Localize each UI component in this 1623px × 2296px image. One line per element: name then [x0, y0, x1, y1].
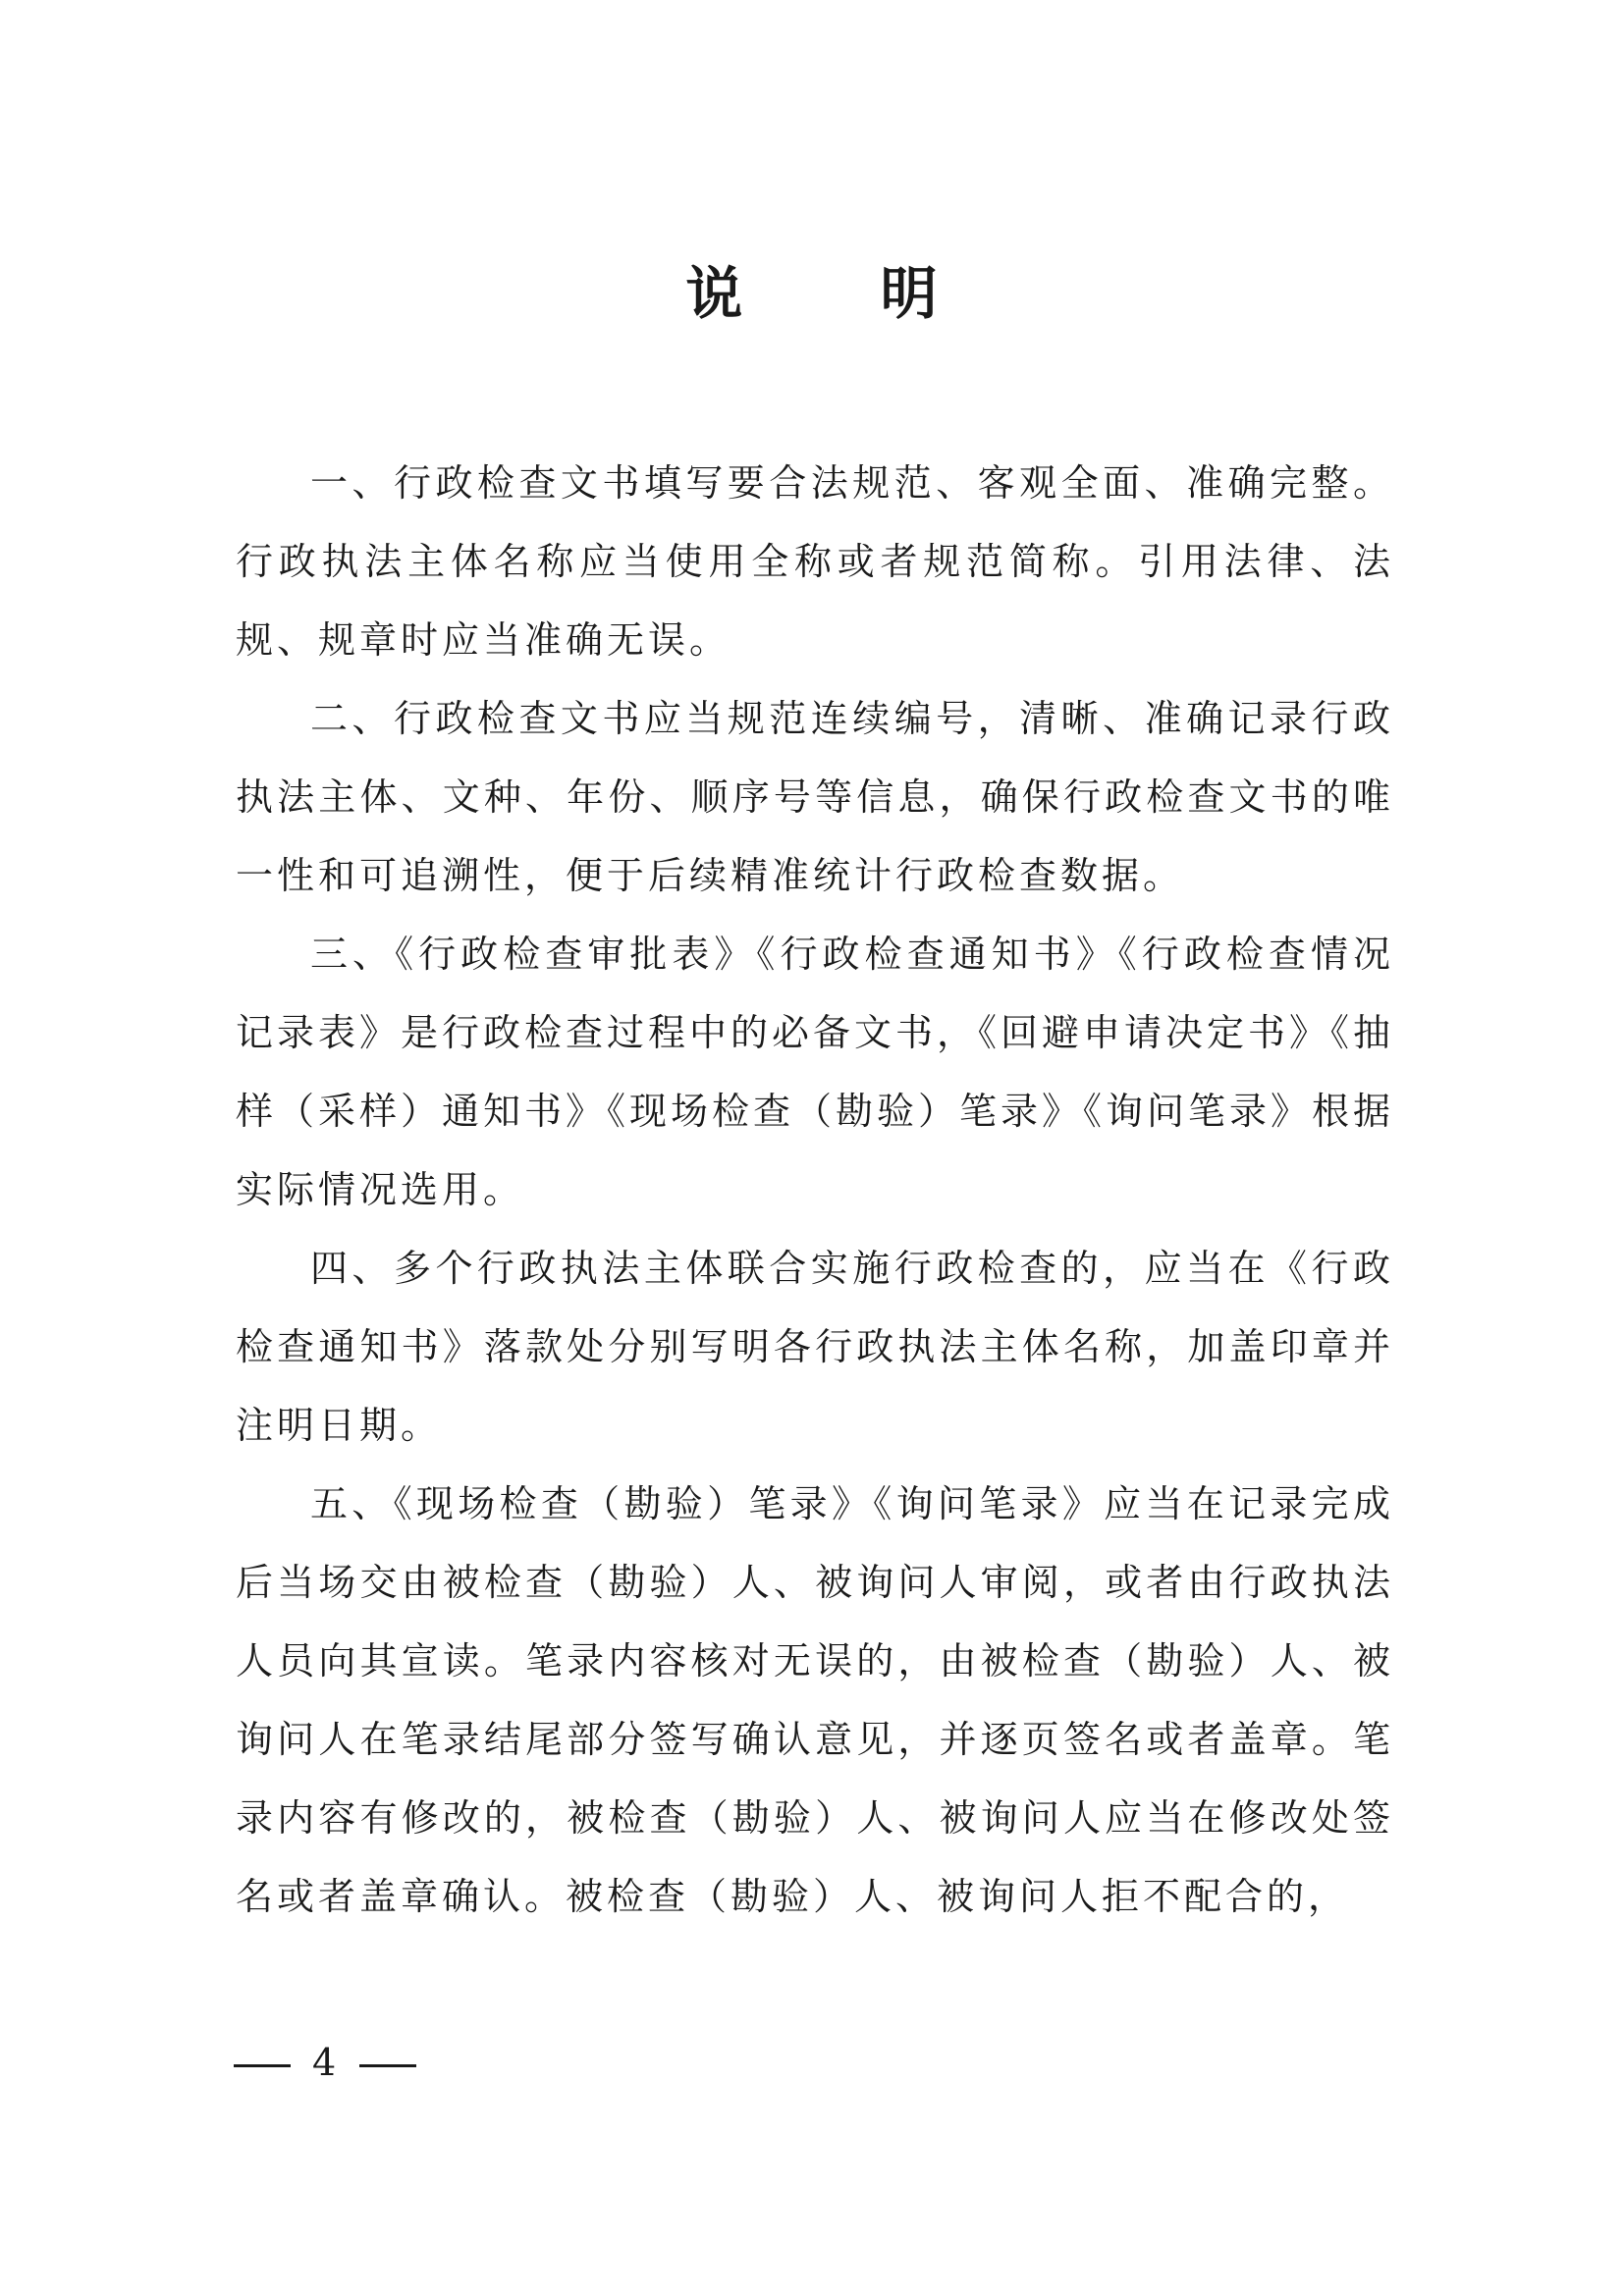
footer-dash-left: [234, 2064, 291, 2067]
paragraph-5: 五、《现场检查（勘验）笔录》《询问笔录》应当在记录完成后当场交由被检查（勘验）人、被询问人审阅，或者由行政执法人员向其宣读。笔录内容核对无误的，由被检查（勘验）人、被询问人在笔录结尾部分签写确认意见，并逐页签名或者盖章。笔录内容有修改的，被检查（勘验）人、被询问人应当在修改处签名或者盖章确认。被检查（勘验）人、被询问人拒不配合的，: [236, 1482, 1394, 1918]
paragraph-1: 一、行政检查文书填写要合法规范、客观全面、准确完整。行政执法主体名称应当使用全称或者规范简称。引用法律、法规、规章时应当准确无误。: [236, 461, 1394, 662]
paragraph-4: 四、多个行政执法主体联合实施行政检查的，应当在《行政检查通知书》落款处分别写明各行政执法主体名称，加盖印章并注明日期。: [236, 1247, 1394, 1447]
footer-dash-right: [359, 2064, 416, 2067]
document-title: 说 明: [685, 260, 997, 327]
document-body: [236, 444, 1394, 1936]
paragraph-3: 三、《行政检查审批表》《行政检查通知书》《行政检查情况记录表》是行政检查过程中的必备文书，《回避申请决定书》《抽样（采样）通知书》《现场检查（勘验）笔录》《询问笔录》根据实际情况选用。: [236, 933, 1395, 1211]
paragraph-2: 二、行政检查文书应当规范连续编号，清晰、准确记录行政执法主体、文种、年份、顺序号等信息，确保行政检查文书的唯一性和可追溯性，便于后续精准统计行政检查数据。: [236, 697, 1394, 897]
page-footer: [234, 2041, 416, 2084]
page-number: 4: [312, 2041, 339, 2084]
